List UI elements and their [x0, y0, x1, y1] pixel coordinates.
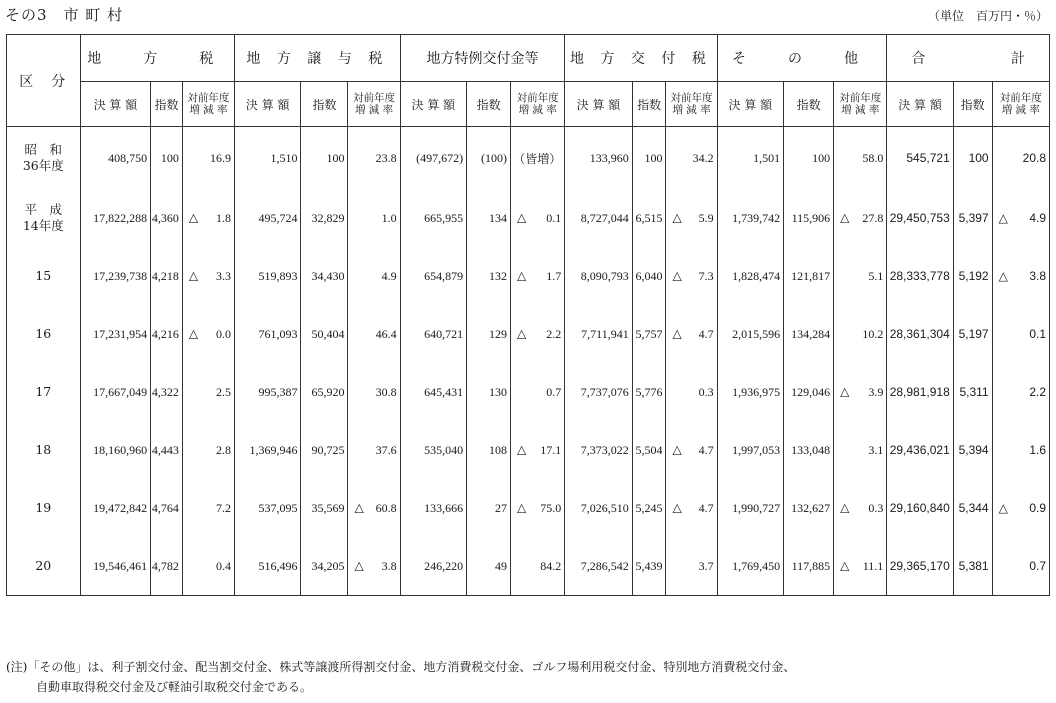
- index-cell: 4,443: [151, 421, 183, 479]
- index-cell: 4,218: [151, 247, 183, 305]
- yoy-rate-value: 4.7: [698, 326, 714, 341]
- amount-cell: 17,667,049: [80, 363, 151, 421]
- yoy-rate-cell: [666, 247, 717, 305]
- yoy-rate-value: 0.1: [546, 210, 562, 225]
- table-row: [7, 363, 1050, 421]
- yoy-rate-value: 0.0: [215, 326, 231, 341]
- yoy-rate-cell: [666, 537, 717, 596]
- yoy-rate-cell: [182, 363, 234, 421]
- yoy-rate-cell: [182, 127, 234, 190]
- amount-cell: 408,750: [80, 127, 151, 190]
- yoy-rate-value: 3.7: [698, 558, 714, 573]
- index-cell: 129: [467, 305, 511, 363]
- yoy-rate-value: 0.7: [1029, 559, 1046, 573]
- amount-cell: 535,040: [400, 421, 466, 479]
- subheader-yoy: [348, 82, 400, 127]
- group-header-other: そ の 他: [717, 35, 887, 82]
- yoy-rate-value: 11.1: [862, 558, 884, 573]
- index-cell: 129,046: [784, 363, 834, 421]
- index-cell: 4,764: [151, 479, 183, 537]
- amount-cell: 1,990,727: [717, 479, 783, 537]
- yoy-rate-cell: [834, 537, 887, 596]
- index-cell: 32,829: [301, 189, 348, 247]
- amount-cell: 537,095: [234, 479, 300, 537]
- yoy-rate-value: 2.5: [215, 384, 231, 399]
- subheader-yoy: [666, 82, 717, 127]
- decrease-triangle-icon: △: [354, 500, 364, 515]
- table-row: [7, 537, 1050, 596]
- footnote-line-2: 自動車取得税交付金及び軽油引取税交付金である。: [36, 680, 313, 694]
- amount-cell: 654,879: [400, 247, 466, 305]
- amount-cell: 28,361,304: [887, 305, 953, 363]
- yoy-rate-value: 37.6: [375, 442, 397, 457]
- index-cell: 4,216: [151, 305, 183, 363]
- table-heading: その3 市 町 村: [5, 6, 124, 24]
- row-year-line-2: 36年度: [22, 158, 64, 173]
- row-year-line-1: 昭 和: [24, 142, 63, 157]
- index-cell: 5,192: [953, 247, 992, 305]
- index-cell: 115,906: [784, 189, 834, 247]
- amount-cell: 18,160,960: [80, 421, 151, 479]
- decrease-triangle-icon: △: [998, 501, 1008, 515]
- row-year-cell: [7, 305, 81, 363]
- subheader-yoy-top: 対前年度: [999, 92, 1042, 104]
- yoy-rate-cell: [992, 537, 1049, 596]
- amount-cell: 19,472,842: [80, 479, 151, 537]
- subheader-yoy-bottom: 増 減 率: [672, 104, 711, 116]
- yoy-rate-cell: [348, 127, 400, 190]
- amount-cell: 495,724: [234, 189, 300, 247]
- index-cell: 5,757: [632, 305, 666, 363]
- yoy-rate-value: 46.4: [375, 326, 397, 341]
- index-cell: 132: [467, 247, 511, 305]
- yoy-rate-value: 4.7: [698, 442, 714, 457]
- yoy-rate-value: 2.2: [1029, 385, 1046, 399]
- yoy-rate-value: 27.8: [862, 210, 884, 225]
- amount-cell: 1,997,053: [717, 421, 783, 479]
- unit-label: （単位 百万円・％）: [927, 9, 1048, 23]
- subheader-amount: 決 算 額: [400, 82, 466, 127]
- decrease-triangle-icon: △: [672, 326, 682, 341]
- decrease-triangle-icon: △: [517, 268, 527, 283]
- amount-cell: 1,510: [234, 127, 300, 190]
- amount-cell: 8,727,044: [565, 189, 632, 247]
- footnote: [6, 657, 795, 697]
- yoy-rate-cell: [511, 305, 565, 363]
- subheader-yoy-bottom: 増 減 率: [354, 104, 394, 116]
- yoy-rate-cell: [348, 305, 400, 363]
- subheader-yoy: [834, 82, 887, 127]
- yoy-rate-value: 84.2: [540, 558, 562, 573]
- yoy-rate-value: （皆増）: [513, 151, 562, 166]
- amount-cell: 545,721: [887, 127, 953, 190]
- amount-cell: 28,333,778: [887, 247, 953, 305]
- amount-cell: 7,373,022: [565, 421, 632, 479]
- yoy-rate-value: 3.1: [868, 442, 884, 457]
- table-row: [7, 421, 1050, 479]
- index-cell: 5,245: [632, 479, 666, 537]
- subheader-yoy: [992, 82, 1049, 127]
- index-cell: 4,322: [151, 363, 183, 421]
- yoy-rate-cell: [834, 479, 887, 537]
- yoy-rate-value: 0.9: [1029, 501, 1046, 515]
- index-cell: 100: [632, 127, 666, 190]
- group-header-transfer-tax: 地 方 譲 与 税: [234, 35, 400, 82]
- yoy-rate-value: 23.8: [375, 150, 397, 165]
- yoy-rate-value: 0.4: [215, 558, 231, 573]
- row-year-cell: [7, 421, 81, 479]
- yoy-rate-cell: [511, 479, 565, 537]
- yoy-rate-cell: [992, 421, 1049, 479]
- decrease-triangle-icon: △: [672, 500, 682, 515]
- index-cell: 4,782: [151, 537, 183, 596]
- subheader-yoy-bottom: 増 減 率: [189, 104, 228, 116]
- yoy-rate-cell: [182, 421, 234, 479]
- amount-cell: 17,239,738: [80, 247, 151, 305]
- yoy-rate-value: 30.8: [375, 384, 397, 399]
- revenue-table: [6, 34, 1050, 596]
- yoy-rate-cell: [834, 305, 887, 363]
- yoy-rate-cell: [834, 421, 887, 479]
- index-cell: 5,311: [953, 363, 992, 421]
- index-cell: 133,048: [784, 421, 834, 479]
- index-cell: 4,360: [151, 189, 183, 247]
- index-cell: 132,627: [784, 479, 834, 537]
- subheader-yoy-top: 対前年度: [839, 92, 882, 104]
- yoy-rate-cell: [992, 363, 1049, 421]
- amount-cell: 133,666: [400, 479, 466, 537]
- amount-cell: 29,450,753: [887, 189, 953, 247]
- yoy-rate-cell: [348, 247, 400, 305]
- index-cell: 90,725: [301, 421, 348, 479]
- yoy-rate-cell: [834, 127, 887, 190]
- yoy-rate-cell: [666, 479, 717, 537]
- index-cell: (100): [467, 127, 511, 190]
- index-cell: 50,404: [301, 305, 348, 363]
- amount-cell: 2,015,596: [717, 305, 783, 363]
- index-cell: 49: [467, 537, 511, 596]
- group-header-special-grant: 地方特例交付金等: [400, 35, 565, 82]
- row-year-cell: [7, 189, 81, 247]
- table-row: [7, 247, 1050, 305]
- group-header-allocation-tax: 地 方 交 付 税: [565, 35, 717, 82]
- subheader-amount: 決 算 額: [234, 82, 300, 127]
- yoy-rate-value: 7.3: [698, 268, 714, 283]
- yoy-rate-cell: [992, 479, 1049, 537]
- amount-cell: 19,546,461: [80, 537, 151, 596]
- yoy-rate-cell: [666, 363, 717, 421]
- row-year-line-1: 16: [35, 326, 52, 341]
- yoy-rate-cell: [182, 537, 234, 596]
- decrease-triangle-icon: △: [672, 268, 682, 283]
- amount-cell: 1,739,742: [717, 189, 783, 247]
- amount-cell: 1,936,975: [717, 363, 783, 421]
- row-year-line-1: 17: [35, 384, 52, 399]
- row-year-cell: [7, 247, 81, 305]
- yoy-rate-value: 34.2: [692, 150, 714, 165]
- yoy-rate-value: 3.8: [381, 558, 397, 573]
- amount-cell: 17,822,288: [80, 189, 151, 247]
- footnote-line-1: (注)「その他」は、利子割交付金、配当割交付金、株式等譲渡所得割交付金、地方消費税交付金、ゴルフ場利用税交付金、特別地方消費税交付金、: [6, 660, 796, 674]
- index-cell: 100: [784, 127, 834, 190]
- yoy-rate-cell: [182, 247, 234, 305]
- amount-cell: 995,387: [234, 363, 300, 421]
- decrease-triangle-icon: △: [998, 211, 1008, 225]
- amount-cell: 7,737,076: [565, 363, 632, 421]
- subheader-index: 指数: [784, 82, 834, 127]
- amount-cell: 133,960: [565, 127, 632, 190]
- index-cell: 6,515: [632, 189, 666, 247]
- yoy-rate-value: 1.8: [215, 210, 231, 225]
- table-row: [7, 305, 1050, 363]
- subheader-yoy-top: 対前年度: [670, 92, 713, 104]
- decrease-triangle-icon: △: [188, 326, 199, 341]
- yoy-rate-cell: [834, 363, 887, 421]
- yoy-rate-value: 7.2: [215, 500, 231, 515]
- subheader-index: 指数: [151, 82, 183, 127]
- yoy-rate-cell: [348, 189, 400, 247]
- yoy-rate-value: 5.1: [868, 268, 884, 283]
- index-cell: 5,439: [632, 537, 666, 596]
- subheader-yoy-bottom: 増 減 率: [518, 104, 557, 116]
- yoy-rate-cell: [182, 305, 234, 363]
- subheader-amount: 決 算 額: [80, 82, 151, 127]
- subheader-yoy-top: 対前年度: [353, 92, 396, 104]
- yoy-rate-value: 75.0: [540, 500, 562, 515]
- decrease-triangle-icon: △: [188, 268, 199, 283]
- subheader-yoy: [182, 82, 234, 127]
- subheader-yoy: [511, 82, 565, 127]
- index-cell: 34,205: [301, 537, 348, 596]
- yoy-rate-value: 1.0: [381, 210, 397, 225]
- table-row: [7, 127, 1050, 190]
- row-year-line-1: 18: [35, 442, 52, 457]
- yoy-rate-cell: [182, 189, 234, 247]
- yoy-rate-cell: [666, 127, 717, 190]
- decrease-triangle-icon: △: [998, 269, 1008, 283]
- amount-cell: 1,769,450: [717, 537, 783, 596]
- index-cell: 5,344: [953, 479, 992, 537]
- subheader-yoy-bottom: 増 減 率: [841, 104, 880, 116]
- yoy-rate-value: 1.6: [1029, 443, 1046, 457]
- amount-cell: 7,711,941: [565, 305, 632, 363]
- index-cell: 121,817: [784, 247, 834, 305]
- amount-cell: 28,981,918: [887, 363, 953, 421]
- index-cell: 5,394: [953, 421, 992, 479]
- row-year-line-2: 14年度: [22, 218, 64, 233]
- index-cell: 5,381: [953, 537, 992, 596]
- amount-cell: 1,501: [717, 127, 783, 190]
- yoy-rate-cell: [511, 421, 565, 479]
- decrease-triangle-icon: △: [840, 558, 850, 573]
- yoy-rate-cell: [666, 305, 717, 363]
- yoy-rate-value: 0.3: [868, 500, 884, 515]
- subheader-yoy-top: 対前年度: [187, 92, 230, 104]
- subheader-index: 指数: [632, 82, 666, 127]
- index-cell: 134,284: [784, 305, 834, 363]
- amount-cell: 29,160,840: [887, 479, 953, 537]
- decrease-triangle-icon: △: [672, 210, 682, 225]
- decrease-triangle-icon: △: [517, 500, 527, 515]
- yoy-rate-cell: [348, 537, 400, 596]
- index-cell: 5,397: [953, 189, 992, 247]
- yoy-rate-cell: [348, 421, 400, 479]
- subheader-row: [7, 82, 1050, 127]
- yoy-rate-cell: [834, 247, 887, 305]
- decrease-triangle-icon: △: [517, 210, 527, 225]
- yoy-rate-cell: [992, 247, 1049, 305]
- amount-cell: 17,231,954: [80, 305, 151, 363]
- row-year-cell: [7, 363, 81, 421]
- amount-cell: 29,365,170: [887, 537, 953, 596]
- decrease-triangle-icon: △: [840, 210, 850, 225]
- amount-cell: 246,220: [400, 537, 466, 596]
- yoy-rate-value: 3.9: [868, 384, 884, 399]
- yoy-rate-value: 1.7: [546, 268, 562, 283]
- yoy-rate-value: 2.8: [215, 442, 231, 457]
- decrease-triangle-icon: △: [188, 210, 199, 225]
- decrease-triangle-icon: △: [517, 326, 527, 341]
- decrease-triangle-icon: △: [354, 558, 364, 573]
- yoy-rate-cell: [511, 537, 565, 596]
- yoy-rate-value: 3.8: [1029, 269, 1046, 283]
- yoy-rate-value: 4.7: [698, 500, 714, 515]
- table-body: [7, 127, 1050, 596]
- yoy-rate-value: 20.8: [1022, 151, 1046, 165]
- yoy-rate-value: 10.2: [862, 326, 884, 341]
- amount-cell: 1,828,474: [717, 247, 783, 305]
- total-header-left: 合: [911, 51, 926, 67]
- row-year-line-1: 15: [35, 268, 52, 283]
- index-cell: 65,920: [301, 363, 348, 421]
- row-year-cell: [7, 479, 81, 537]
- yoy-rate-cell: [182, 479, 234, 537]
- subheader-index: 指数: [467, 82, 511, 127]
- amount-cell: 645,431: [400, 363, 466, 421]
- decrease-triangle-icon: △: [672, 442, 682, 457]
- yoy-rate-cell: [992, 305, 1049, 363]
- row-year-line-1: 19: [35, 500, 52, 515]
- amount-cell: 516,496: [234, 537, 300, 596]
- yoy-rate-value: 17.1: [540, 442, 562, 457]
- kubun-header: 区 分: [7, 35, 81, 127]
- yoy-rate-cell: [511, 127, 565, 190]
- index-cell: 117,885: [784, 537, 834, 596]
- yoy-rate-cell: [666, 189, 717, 247]
- yoy-rate-value: 3.3: [215, 268, 231, 283]
- amount-cell: 7,286,542: [565, 537, 632, 596]
- index-cell: 5,776: [632, 363, 666, 421]
- subheader-index: 指数: [301, 82, 348, 127]
- yoy-rate-value: 0.7: [546, 384, 562, 399]
- yoy-rate-cell: [511, 189, 565, 247]
- index-cell: 5,197: [953, 305, 992, 363]
- amount-cell: (497,672): [400, 127, 466, 190]
- index-cell: 5,504: [632, 421, 666, 479]
- yoy-rate-value: 4.9: [381, 268, 397, 283]
- yoy-rate-value: 16.9: [209, 150, 231, 165]
- yoy-rate-cell: [511, 363, 565, 421]
- row-year-cell: [7, 127, 81, 190]
- table-row: [7, 189, 1050, 247]
- index-cell: 130: [467, 363, 511, 421]
- subheader-yoy-top: 対前年度: [516, 92, 559, 104]
- amount-cell: 519,893: [234, 247, 300, 305]
- yoy-rate-cell: [348, 479, 400, 537]
- subheader-amount: 決 算 額: [887, 82, 953, 127]
- subheader-yoy-bottom: 増 減 率: [1001, 104, 1040, 116]
- amount-cell: 29,436,021: [887, 421, 953, 479]
- decrease-triangle-icon: △: [840, 384, 850, 399]
- index-cell: 6,040: [632, 247, 666, 305]
- index-cell: 100: [953, 127, 992, 190]
- amount-cell: 640,721: [400, 305, 466, 363]
- group-header-local-tax: 地 方 税: [80, 35, 234, 82]
- index-cell: 100: [301, 127, 348, 190]
- yoy-rate-cell: [666, 421, 717, 479]
- index-cell: 108: [467, 421, 511, 479]
- subheader-index: 指数: [953, 82, 992, 127]
- row-year-cell: [7, 537, 81, 596]
- decrease-triangle-icon: △: [517, 442, 527, 457]
- total-header-right: 計: [1011, 51, 1025, 67]
- row-year-line-1: 平 成: [24, 202, 63, 217]
- index-cell: 34,430: [301, 247, 348, 305]
- yoy-rate-value: 60.8: [375, 500, 397, 515]
- subheader-amount: 決 算 額: [717, 82, 783, 127]
- amount-cell: 665,955: [400, 189, 466, 247]
- decrease-triangle-icon: △: [840, 500, 850, 515]
- table-row: [7, 479, 1050, 537]
- yoy-rate-cell: [348, 363, 400, 421]
- yoy-rate-value: 2.2: [546, 326, 562, 341]
- yoy-rate-cell: [992, 189, 1049, 247]
- yoy-rate-value: 0.1: [1029, 327, 1046, 341]
- subheader-amount: 決 算 額: [565, 82, 632, 127]
- amount-cell: 7,026,510: [565, 479, 632, 537]
- row-year-line-1: 20: [35, 558, 52, 573]
- index-cell: 35,569: [301, 479, 348, 537]
- yoy-rate-value: 4.9: [1029, 211, 1046, 225]
- yoy-rate-value: 58.0: [862, 150, 884, 165]
- yoy-rate-cell: [511, 247, 565, 305]
- yoy-rate-cell: [834, 189, 887, 247]
- index-cell: 134: [467, 189, 511, 247]
- amount-cell: 761,093: [234, 305, 300, 363]
- index-cell: 27: [467, 479, 511, 537]
- group-header-total: [887, 35, 1050, 82]
- index-cell: 100: [151, 127, 183, 190]
- amount-cell: 1,369,946: [234, 421, 300, 479]
- yoy-rate-cell: [992, 127, 1049, 190]
- yoy-rate-value: 0.3: [698, 384, 714, 399]
- amount-cell: 8,090,793: [565, 247, 632, 305]
- yoy-rate-value: 5.9: [698, 210, 714, 225]
